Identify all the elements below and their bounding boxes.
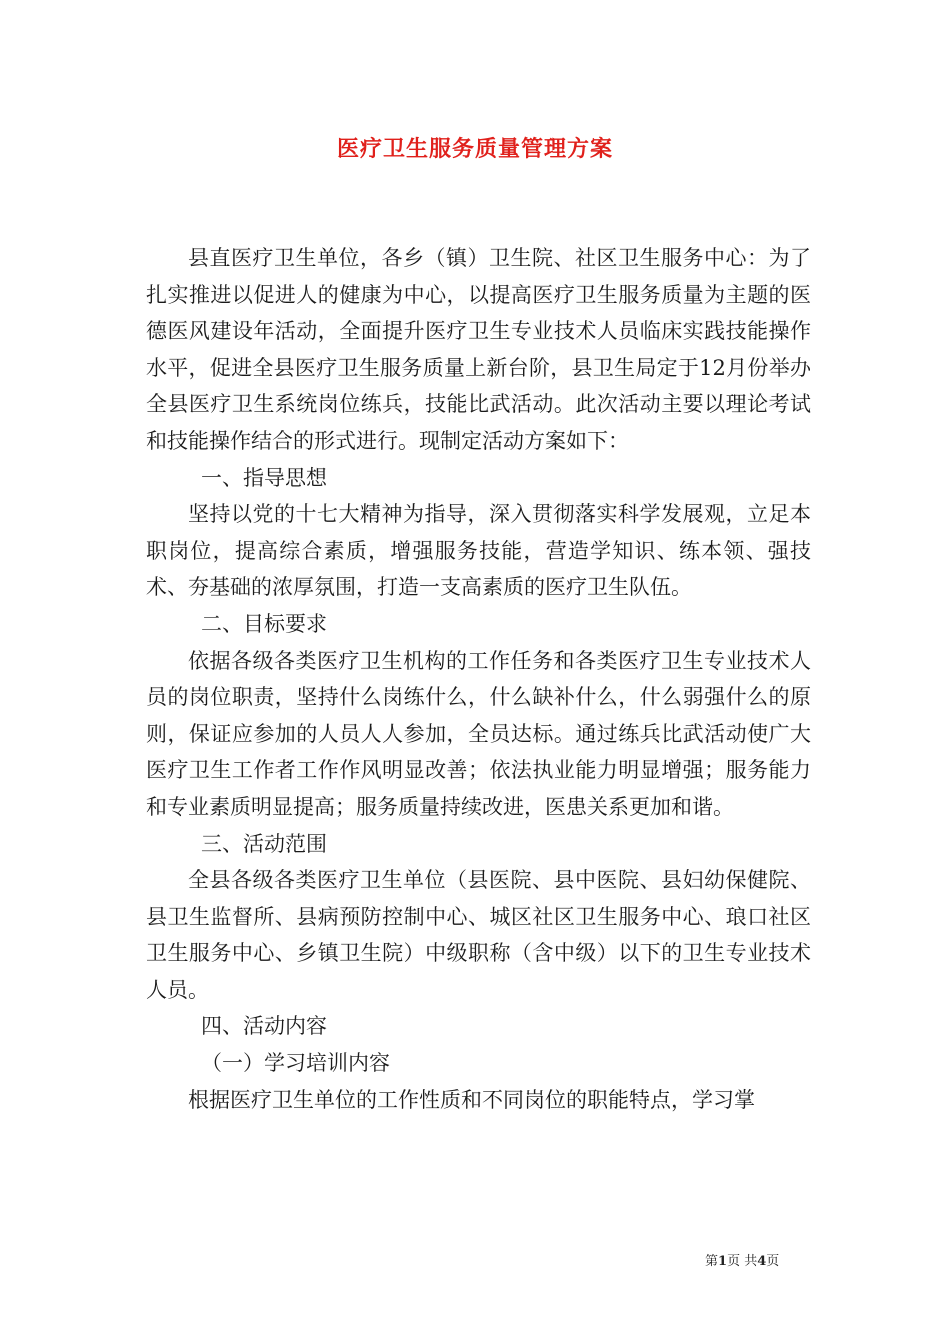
section-heading-guiding-ideology: 一、指导思想 [201, 465, 327, 490]
footer-middle: 页 共 [727, 1254, 758, 1269]
document-body [146, 240, 811, 1118]
document-title: 医疗卫生服务质量管理方案 [336, 136, 613, 162]
footer-page-number: 1 [718, 1254, 728, 1269]
section-heading-scope: 三、活动范围 [201, 831, 327, 856]
goals-paragraph: 依据各级各类医疗卫生机构的工作任务和各类医疗卫生专业技术人员的岗位职责，坚持什么岗练什么，什么缺补什么，什么弱强什么的原则，保证应参加的人员人人参加，全员达标。通过练兵比武活动使广大医疗卫生工作者工作作风明显改善；依法执业能力明显增强；服务能力和专业素质明显提高；服务质量持续改进，医患关系更加和谐。 [146, 648, 811, 819]
footer-total-pages: 4 [757, 1254, 767, 1269]
scope-paragraph: 全县各级各类医疗卫生单位（县医院、县中医院、县妇幼保健院、县卫生监督所、县病预防控制中心、城区社区卫生服务中心、琅口社区卫生服务中心、乡镇卫生院）中级职称（含中级）以下的卫生专业技术人员。 [146, 868, 811, 1002]
subsection-heading-training: （一）学习培训内容 [201, 1051, 390, 1076]
intro-paragraph: 县直医疗卫生单位，各乡（镇）卫生院、社区卫生服务中心：为了扎实推进以促进人的健康为中心，以提高医疗卫生服务质量为主题的医德医风建设年活动，全面提升医疗卫生专业技术人员临床实践技能操作水平，促进全县医疗卫生服务质量上新台阶，县卫生局定于12月份举办全县医疗卫生系统岗位练兵，技能比武活动。此次活动主要以理论考试和技能操作结合的形式进行。现制定活动方案如下： [146, 246, 811, 453]
guiding-ideology-paragraph: 坚持以党的十七大精神为指导，深入贯彻落实科学发展观，立足本职岗位，提高综合素质，增强服务技能，营造学知识、练本领、强技术、夯基础的浓厚氛围，打造一支高素质的医疗卫生队伍。 [146, 502, 811, 600]
footer-prefix: 第 [705, 1254, 719, 1269]
page-footer [705, 1250, 779, 1269]
section-heading-goals: 二、目标要求 [201, 611, 327, 636]
section-heading-content: 四、活动内容 [201, 1014, 327, 1039]
training-paragraph: 根据医疗卫生单位的工作性质和不同岗位的职能特点，学习掌 [188, 1087, 755, 1112]
footer-suffix: 页 [766, 1254, 780, 1269]
